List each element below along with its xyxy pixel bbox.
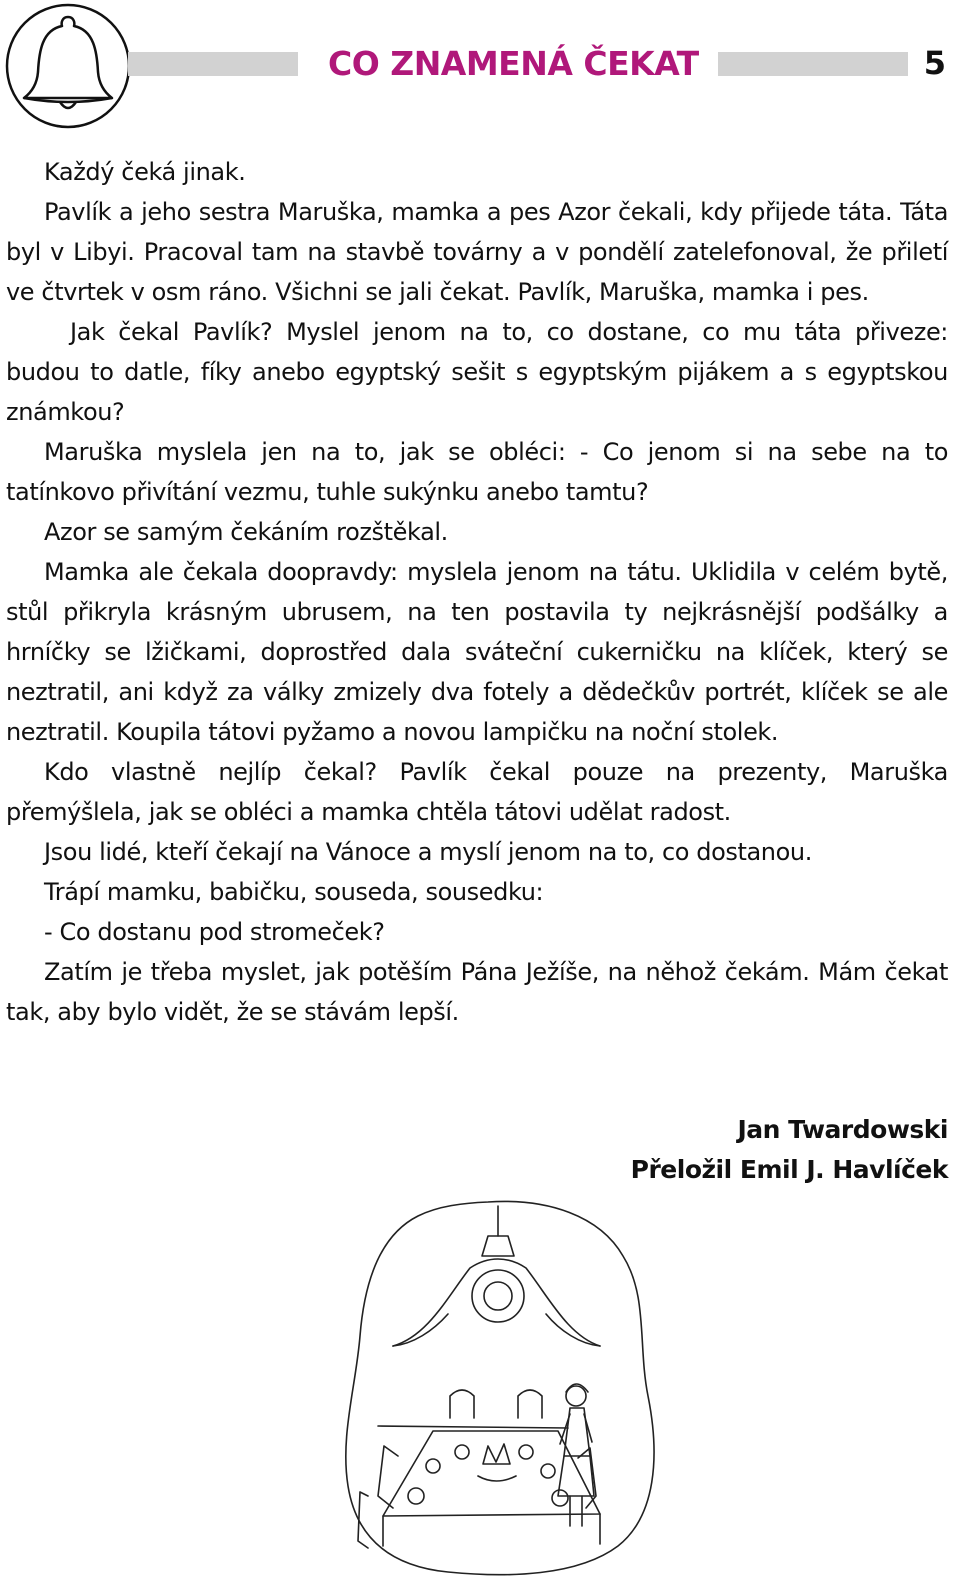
paragraph: - Co dostanu pod stromeček? (44, 918, 385, 946)
paragraph: Jsou lidé, kteří čekají na Vánoce a myslí jenom na to, co dostanou. (44, 838, 812, 866)
dining-table-illustration (338, 1196, 662, 1579)
paragraph: Trápí mamku, babičku, souseda, sousedku: (44, 878, 544, 906)
translator-credit: Přeložil Emil J. Havlíček (630, 1155, 948, 1184)
page-title: CO ZNAMENÁ ČEKAT (328, 44, 699, 83)
paragraph: Mamka ale čekala doopravdy: myslela jenom na tátu. Uklidila v celém bytě, stůl přikryla krásným ubrusem, na ten postavila ty nejkrásnější podšálky a hrníčky se lžičkami, doprostřed dala sváteční cukerničku na klíček, který se neztratil, ani když za války zmizely dva fotely a dědečkův portrét, klíček se ale neztratil. Koupila tátovi pyžamo a novou lampičku na noční stolek. (6, 558, 948, 746)
paragraph: Kdo vlastně nejlíp čekal? Pavlík čekal pouze na prezenty, Maruška přemýšlela, jak se obléci a mamka chtěla tátovi udělat radost. (6, 758, 948, 826)
bell-icon (5, 3, 131, 129)
paragraph: Jak čekal Pavlík? Myslel jenom na to, co dostane, co mu táta přiveze: budou to datle, fíky anebo egyptský sešit s egyptským pijákem a s egyptskou známkou? (6, 318, 948, 426)
paragraph: Zatím je třeba myslet, jak potěším Pána Ježíše, na něhož čekám. Mám čekat tak, aby bylo vidět, že se stávám lepší. (6, 958, 948, 1026)
header-bar-right (718, 52, 908, 76)
author-name: Jan Twardowski (737, 1115, 948, 1144)
header-bar-left (128, 52, 298, 76)
paragraph: Každý čeká jinak. (44, 158, 246, 186)
paragraph: Pavlík a jeho sestra Maruška, mamka a pes Azor čekali, kdy přijede táta. Táta byl v Libyi. Pracoval tam na stavbě továrny a v pondělí zatelefonoval, že přiletí ve čtvrtek v osm ráno. Všichni se jali čekat. Pavlík, Maruška, mamka i pes. (6, 198, 948, 306)
article-body (6, 152, 948, 1032)
paragraph: Azor se samým čekáním rozštěkal. (44, 518, 448, 546)
paragraph: Maruška myslela jen na to, jak se obléci: - Co jenom si na sebe na to tatínkovo přivítání vezmu, tuhle sukýnku anebo tamtu? (6, 438, 948, 506)
page-number: 5 (923, 44, 946, 82)
